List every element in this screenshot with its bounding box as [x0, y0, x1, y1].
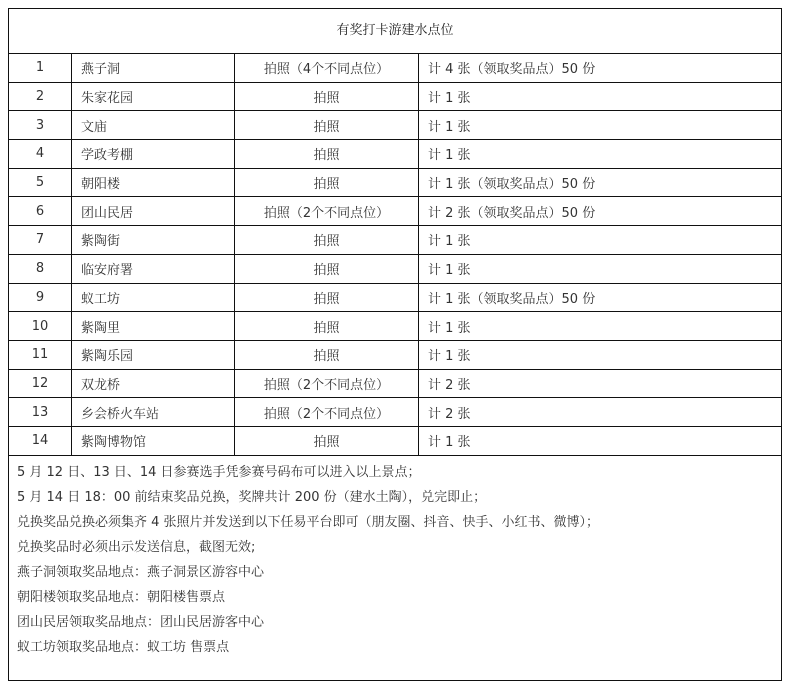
checkin-table: [9, 54, 781, 456]
table-row: [9, 340, 781, 369]
row-number: 1: [9, 54, 72, 82]
required-action: 拍照（2个不同点位）: [235, 369, 419, 398]
row-number: 11: [9, 340, 72, 369]
photo-count: 计 1 张: [419, 254, 782, 283]
row-number: 6: [9, 197, 72, 226]
required-action: 拍照: [235, 226, 419, 255]
photo-count: 计 1 张: [419, 140, 782, 169]
required-action: 拍照（2个不同点位）: [235, 398, 419, 427]
note-line: 蚁工坊领取奖品地点：蚁工坊 售票点: [17, 639, 230, 655]
required-action: 拍照（2个不同点位）: [235, 197, 419, 226]
required-action: 拍照: [235, 340, 419, 369]
photo-count: 计 2 张（领取奖品点）50 份: [419, 197, 782, 226]
note-line: 团山民居领取奖品地点：团山民居游客中心: [17, 614, 265, 630]
table-row: [9, 226, 781, 255]
row-number: 9: [9, 283, 72, 312]
photo-count: 计 1 张: [419, 340, 782, 369]
photo-count: 计 2 张: [419, 398, 782, 427]
notes-section: [9, 456, 781, 660]
table-row: [9, 254, 781, 283]
row-number: 14: [9, 426, 72, 455]
table-row: [9, 82, 781, 111]
site-name: 乡会桥火车站: [72, 398, 235, 427]
photo-count: 计 1 张: [419, 426, 782, 455]
row-number: 10: [9, 312, 72, 341]
row-number: 4: [9, 140, 72, 169]
table-row: [9, 140, 781, 169]
row-number: 7: [9, 226, 72, 255]
table-row: [9, 168, 781, 197]
required-action: 拍照: [235, 111, 419, 140]
site-name: 紫陶乐园: [72, 340, 235, 369]
required-action: 拍照: [235, 426, 419, 455]
note-line: 5 月 12 日、13 日、14 日参赛选手凭参赛号码布可以进入以上景点；: [17, 464, 421, 480]
row-number: 2: [9, 82, 72, 111]
required-action: 拍照: [235, 312, 419, 341]
table-row: [9, 312, 781, 341]
row-number: 12: [9, 369, 72, 398]
row-number: 13: [9, 398, 72, 427]
row-number: 5: [9, 168, 72, 197]
note-line: 燕子洞领取奖品地点：燕子洞景区游容中心: [17, 564, 265, 580]
required-action: 拍照: [235, 82, 419, 111]
note-line: 5 月 14 日 18：00 前结束奖品兑换，奖牌共计 200 份（建水土陶），兑完即止；: [17, 489, 487, 505]
photo-count: 计 1 张（领取奖品点）50 份: [419, 168, 782, 197]
checkin-document: [8, 8, 782, 681]
photo-count: 计 1 张: [419, 226, 782, 255]
row-number: 3: [9, 111, 72, 140]
site-name: 文庙: [72, 111, 235, 140]
site-name: 学政考棚: [72, 140, 235, 169]
note-line: 兑换奖品兑换必须集齐 4 张照片并发送到以下任易平台即可（朋友圈、抖音、快手、小红书、微博）；: [17, 514, 600, 530]
note-line: 朝阳楼领取奖品地点：朝阳楼售票点: [17, 589, 226, 605]
row-number: 8: [9, 254, 72, 283]
site-name: 紫陶博物馆: [72, 426, 235, 455]
site-name: 蚁工坊: [72, 283, 235, 312]
photo-count: 计 1 张: [419, 82, 782, 111]
photo-count: 计 1 张（领取奖品点）50 份: [419, 283, 782, 312]
site-name: 燕子洞: [72, 54, 235, 82]
required-action: 拍照: [235, 140, 419, 169]
photo-count: 计 4 张（领取奖品点）50 份: [419, 54, 782, 82]
note-line: 兑换奖品时必须出示发送信息，截图无效;: [17, 539, 256, 555]
table-row: [9, 197, 781, 226]
table-row: [9, 369, 781, 398]
site-name: 团山民居: [72, 197, 235, 226]
table-row: [9, 54, 781, 82]
site-name: 朝阳楼: [72, 168, 235, 197]
site-name: 紫陶街: [72, 226, 235, 255]
site-name: 临安府署: [72, 254, 235, 283]
table-row: [9, 111, 781, 140]
site-name: 双龙桥: [72, 369, 235, 398]
required-action: 拍照: [235, 283, 419, 312]
photo-count: 计 1 张: [419, 111, 782, 140]
table-row: [9, 426, 781, 455]
required-action: 拍照: [235, 168, 419, 197]
photo-count: 计 1 张: [419, 312, 782, 341]
photo-count: 计 2 张: [419, 369, 782, 398]
table-row: [9, 283, 781, 312]
site-name: 朱家花园: [72, 82, 235, 111]
table-row: [9, 398, 781, 427]
site-name: 紫陶里: [72, 312, 235, 341]
required-action: 拍照: [235, 254, 419, 283]
document-title: 有奖打卡游建水点位: [9, 9, 781, 54]
required-action: 拍照（4个不同点位）: [235, 54, 419, 82]
